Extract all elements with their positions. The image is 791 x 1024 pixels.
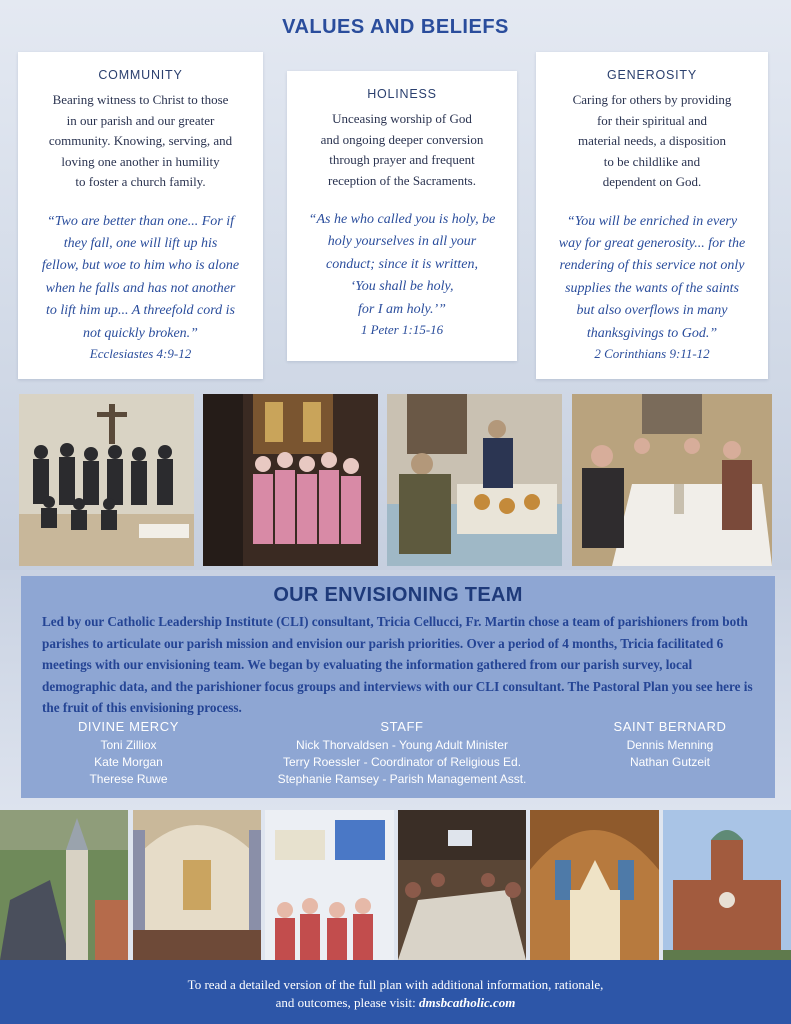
value-card-community [18,52,263,379]
photo-classroom-children [265,810,394,960]
card-title: HOLINESS [367,87,437,101]
photo-youth-group [19,394,194,566]
team-member: Toni Zilliox [100,738,157,752]
footer-line-1: To read a detailed version of the full plan with additional information, rationale, [187,977,604,992]
team-member: Therese Ruwe [89,772,168,786]
group-heading: STAFF [380,719,424,734]
card-quote: “Two are better than one... For if they fall, one will lift up his fellow, but woe to him who is alone when he falls and has not another to lift him up... A threefold cord is not quickly broken.” [41,213,240,341]
team-title: OUR ENVISIONING TEAM [273,584,523,606]
team-member: Kate Morgan [94,755,163,769]
photo-potluck [387,394,562,566]
footer-banner [0,960,791,1024]
website-link[interactable]: dmsbcatholic.com [418,995,516,1010]
photo-women-gathering [572,394,772,566]
footer-line-2 [0,994,791,1012]
photo-altar [530,810,659,960]
card-body: Unceasing worship of God and ongoing deeper conversion through prayer and frequent reception of the Sacraments. [320,111,484,188]
photo-church-nave [133,810,261,960]
team-group-saint-bernard [595,719,745,771]
team-member: Terry Roessler - Coordinator of Religious Ed. [282,755,522,769]
card-body: Caring for others by providing for their spiritual and material needs, a disposition to be childlike and dependent on God. [572,92,732,189]
team-description: Led by our Catholic Leadership Institute (CLI) consultant, Tricia Cellucci, Fr. Martin chose a team of parishioners from both parishes to articulate our parish mission and envision our parish priorities. Over a period of 4 months, Tricia facilitated 6 meetings with our envisioning team. We began by evaluating the information gathered from our parish survey, local demographic data, and the parishioner focus groups and interviews with our CLI consultant. The Pastoral Plan you see here is the fruit of this envisioning process. [42,614,753,715]
team-group-staff [240,719,564,788]
photo-childrens-choir [203,394,378,566]
envisioning-team-section [21,576,775,798]
card-quote: “As he who called you is holy, be holy yourselves in all your conduct; since it is written, ‘You shall be holy, for I am holy.’” [308,212,496,317]
card-body: Bearing witness to Christ to those in our parish and our greater community. Knowing, serving, and loving one another in humility to foster a church family. [48,92,233,189]
card-citation: 1 Peter 1:15-16 [360,322,444,338]
footer-line-2-prefix: and outcomes, please visit: [275,995,419,1010]
card-citation: Ecclesiastes 4:9-12 [89,345,192,361]
team-member: Stephanie Ramsey - Parish Management Asst. [277,772,527,786]
page-title: VALUES AND BELIEFS [282,16,509,38]
photo-parish-meeting [398,810,526,960]
card-quote: “You will be enriched in every way for great generosity... for the rendering of this service not only supplies the wants of the saints but also overflows in many thanksgivings to God.” [558,213,746,341]
group-heading: DIVINE MERCY [77,719,180,734]
photo-church-exterior [663,810,791,960]
group-heading: SAINT BERNARD [613,719,727,734]
value-card-generosity [536,52,768,379]
card-title: GENEROSITY [607,68,697,82]
card-title: COMMUNITY [98,68,183,82]
team-member: Nathan Gutzeit [629,755,711,769]
card-citation: 2 Corinthians 9:11-12 [594,345,710,361]
team-member: Dennis Menning [626,738,714,752]
photo-church-aerial [0,810,128,960]
value-card-holiness [287,71,517,361]
team-member: Nick Thorvaldsen - Young Adult Minister [296,738,508,752]
team-group-divine-mercy [51,719,206,788]
